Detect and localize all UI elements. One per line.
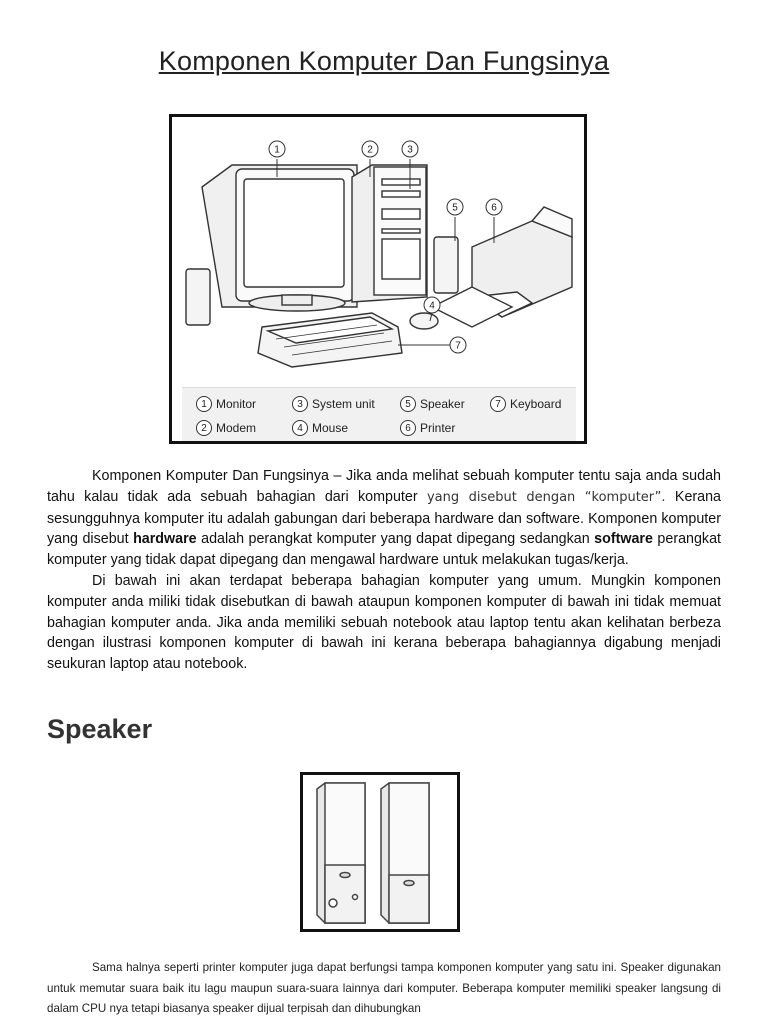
- speaker-paragraph: Sama halnya seperti printer komputer juga dapat berfungsi tampa komponen komputer yang satu ini. Speaker digunakan untuk memutar suara baik itu lagu maupun suara-suara lainnya dari komputer. Beberapa komputer memiliki speaker langsung di dalam CPU nya tetapi biasanya speaker dijual terpisah dan dihubungkan: [47, 961, 721, 1015]
- callout-label: 5: [452, 202, 458, 214]
- legend-item-keyboard: 7 Keyboard: [490, 396, 561, 412]
- intro-paragraph-1: Komponen Komputer Dan Fungsinya – Jika anda melihat sebuah komputer tentu saja anda sudah tahu kalau tidak ada sebuah bahagian dari komputer yang disebut dengan “komputer”. Kerana sesungguhnya komputer itu adalah gabungan dari beberapa hardware dan software. Komponen komputer yang disebut hardware adalah perangkat komputer yang dapat dipegang sedangkan software perangkat komputer yang tidak dapat dipegang dan mengawal hardware untuk melakukan tugas/kerja.: [47, 468, 722, 569]
- callout-label: 4: [429, 300, 435, 312]
- speaker-figure: [300, 772, 460, 932]
- hardware-term: hardware: [133, 531, 197, 548]
- callout-label: 6: [491, 202, 497, 214]
- intro-text: [47, 466, 721, 675]
- page-title: Komponen Komputer Dan Fungsinya: [158, 46, 610, 76]
- speaker-text: [47, 958, 721, 1020]
- speaker-illustration: [303, 775, 457, 929]
- legend-item-speaker: 5 Speaker: [400, 396, 465, 412]
- legend-item-mouse: 4 Mouse: [292, 420, 348, 436]
- legend-item-modem: 2 Modem: [196, 420, 256, 436]
- computer-components-figure: [169, 114, 587, 444]
- intro-paragraph-2: Di bawah ini akan terdapat beberapa bahagian komputer yang umum. Mungkin komponen komputer anda miliki tidak disebutkan di bawah ataupun komponen komputer di bawah ini tidak memuat bahagian komputer anda. Jika anda memiliki sebuah notebook atau laptop tentu akan kelihatan berbeza dengan ilustrasi komponen komputer di bawah ini kerana beberapa bahagiannya digabung menjadi seukuran laptop atau notebook.: [47, 572, 721, 673]
- computer-illustration: [172, 117, 584, 387]
- callout-label: 3: [407, 144, 413, 156]
- callout-label: 2: [367, 144, 373, 156]
- callout-label: 1: [274, 144, 280, 156]
- legend-item-monitor: 1 Monitor: [196, 396, 256, 412]
- legend-item-system-unit: 3 System unit: [292, 396, 375, 412]
- callout-label: 7: [455, 340, 461, 352]
- software-term: software: [594, 531, 653, 548]
- legend-item-printer: 6 Printer: [400, 420, 455, 436]
- section-heading-speaker: Speaker: [47, 714, 153, 744]
- figure-legend: [182, 387, 576, 442]
